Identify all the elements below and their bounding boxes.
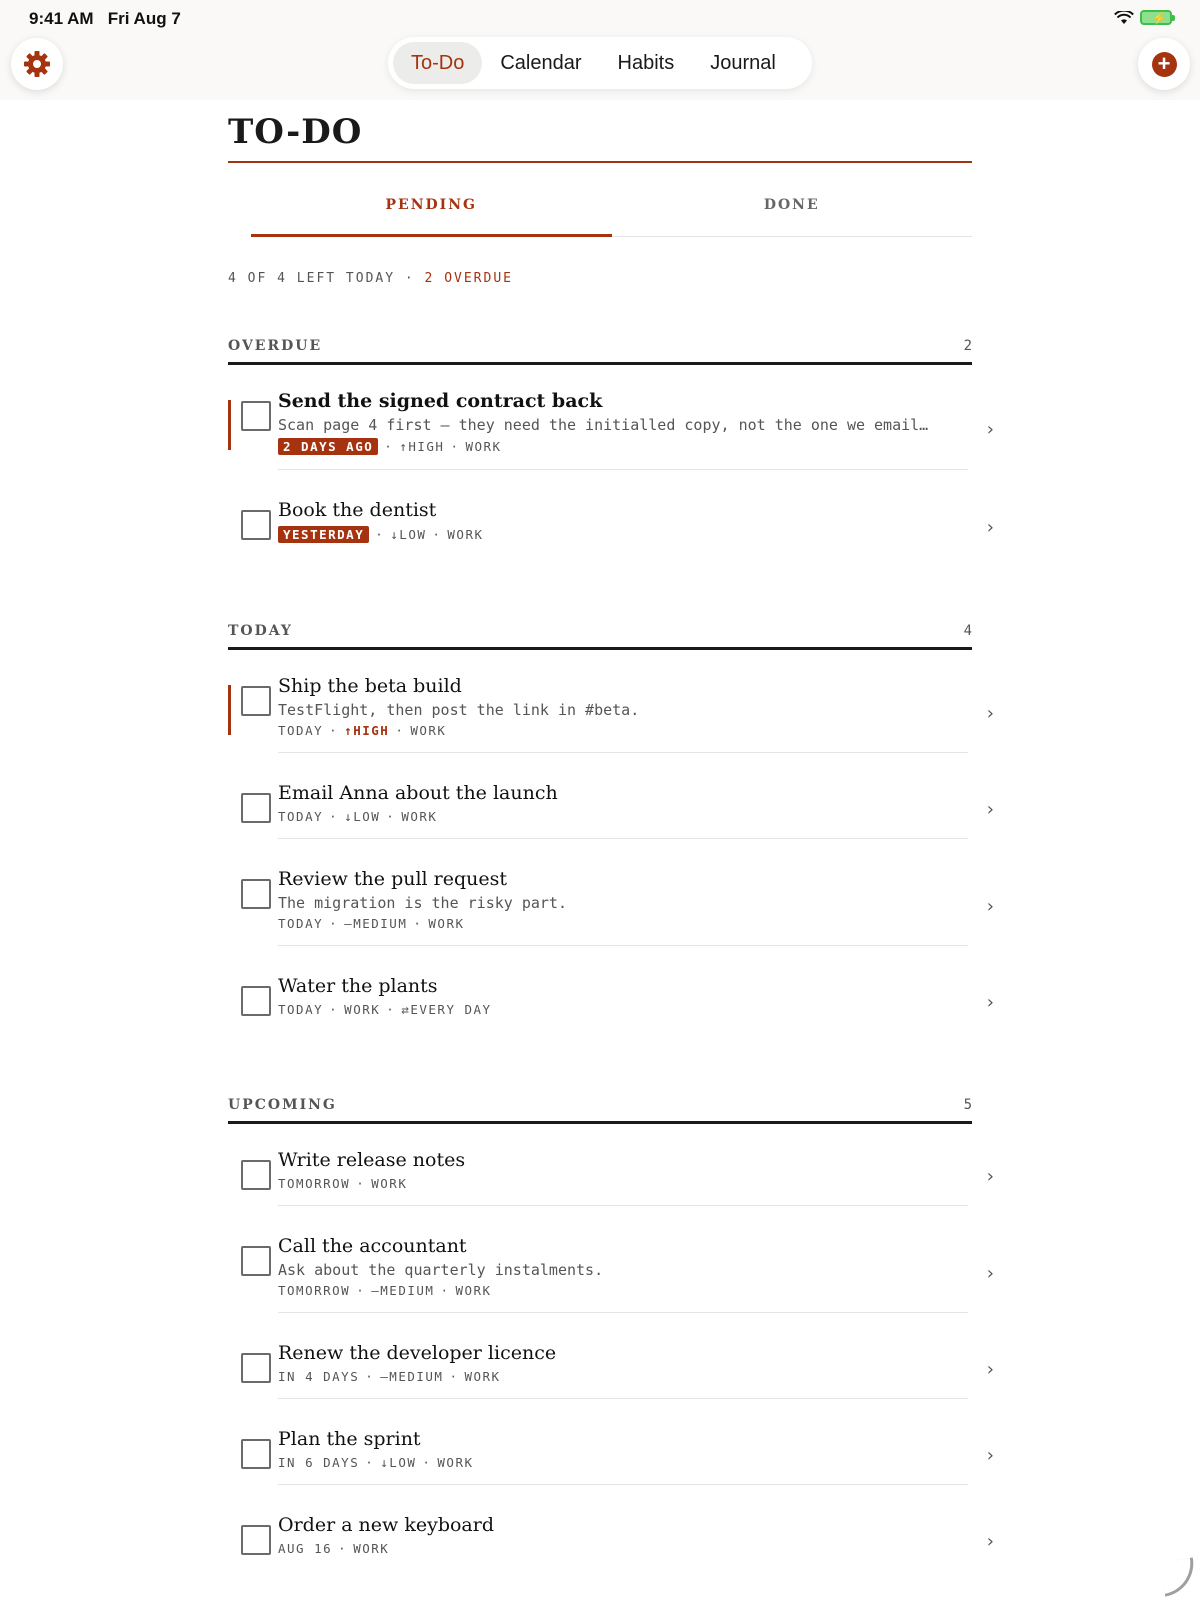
meta-separator: · — [338, 1541, 348, 1556]
task-row[interactable] — [228, 1134, 994, 1220]
task-row[interactable] — [228, 1220, 994, 1327]
meta-separator: · — [365, 1455, 375, 1470]
section-count: 4 — [963, 623, 972, 639]
meta-separator: · — [329, 723, 339, 738]
priority-label — [344, 723, 389, 738]
add-task-button[interactable] — [1138, 38, 1190, 90]
task-body — [278, 867, 968, 946]
task-meta — [278, 1369, 968, 1384]
task-checkbox[interactable] — [241, 1353, 271, 1383]
task-meta — [278, 438, 968, 455]
todo-content — [228, 100, 998, 1584]
meta-separator: · — [329, 916, 339, 931]
task-checkbox[interactable] — [241, 401, 271, 431]
task-title: Book the dentist — [278, 499, 437, 521]
priority-label — [371, 1283, 434, 1298]
chevron-right-icon: › — [986, 1166, 994, 1187]
task-list — [228, 1134, 994, 1584]
meta-separator: · — [449, 1369, 459, 1384]
meta-separator: · — [384, 439, 394, 454]
due-label: TODAY — [278, 916, 324, 931]
task-row[interactable] — [228, 1413, 994, 1499]
priority-label — [399, 439, 444, 454]
priority-flag — [228, 685, 231, 735]
section-title: UPCOMING — [228, 1097, 337, 1113]
nav-tab-todo[interactable]: To-Do — [393, 42, 482, 84]
meta-separator: · — [329, 1002, 339, 1017]
tag-label: WORK — [371, 1176, 408, 1191]
tag-label: WORK — [344, 1002, 381, 1017]
task-list — [228, 375, 994, 571]
section-overdue — [228, 338, 998, 571]
chevron-right-icon: › — [986, 1359, 994, 1380]
nav-tab-calendar[interactable]: Calendar — [500, 51, 582, 74]
tag-label: WORK — [401, 809, 438, 824]
section-count: 5 — [963, 1097, 972, 1113]
section-header — [228, 338, 972, 365]
status-tabs — [251, 191, 972, 237]
priority-label — [344, 916, 407, 931]
task-checkbox[interactable] — [241, 1525, 271, 1555]
chevron-right-icon: › — [986, 516, 994, 538]
page-title: TO-DO — [228, 112, 363, 152]
due-label: TODAY — [278, 809, 324, 824]
task-checkbox[interactable] — [241, 1246, 271, 1276]
task-title: Send the signed contract back — [278, 390, 603, 412]
meta-separator: · — [432, 527, 442, 542]
task-title: Order a new keyboard — [278, 1514, 495, 1536]
tag-label: WORK — [353, 1541, 390, 1556]
task-note: The migration is the risky part. — [278, 894, 567, 912]
meta-separator: · — [395, 723, 405, 738]
due-label: TOMORROW — [278, 1176, 351, 1191]
priority-text: LOW — [353, 809, 381, 824]
scroll-indicator — [1159, 1557, 1198, 1596]
task-row[interactable] — [228, 1499, 994, 1584]
task-checkbox[interactable] — [241, 793, 271, 823]
task-checkbox[interactable] — [241, 510, 271, 540]
task-body — [278, 674, 968, 753]
priority-arrow-icon: ↓ — [390, 527, 400, 542]
title-rule — [228, 161, 972, 163]
section-header — [228, 623, 972, 650]
priority-arrow-icon: — — [344, 916, 354, 931]
task-row[interactable] — [228, 1327, 994, 1413]
task-row[interactable] — [228, 484, 994, 571]
task-title: Review the pull request — [278, 868, 508, 890]
status-icons — [1114, 10, 1172, 25]
task-meta — [278, 1541, 968, 1556]
task-note: Ask about the quarterly instalments. — [278, 1261, 604, 1279]
summary-overdue: 2 OVERDUE — [424, 271, 513, 286]
chevron-right-icon: › — [986, 1530, 994, 1552]
section-upcoming — [228, 1097, 998, 1584]
task-meta — [278, 916, 968, 931]
priority-label — [380, 1455, 416, 1470]
meta-separator: · — [356, 1176, 366, 1191]
priority-text: HIGH — [353, 723, 390, 738]
due-label: TODAY — [278, 723, 324, 738]
task-body — [278, 498, 968, 557]
main-nav — [388, 37, 812, 89]
meta-separator: · — [329, 809, 339, 824]
priority-arrow-icon: — — [380, 1369, 390, 1384]
meta-separator: · — [386, 1002, 396, 1017]
overdue-badge: 2 DAYS AGO — [278, 438, 378, 455]
status-time: 9:41 AM Fri Aug 7 — [29, 9, 181, 28]
task-title: Renew the developer licence — [278, 1342, 557, 1364]
task-meta — [278, 526, 968, 543]
tag-label: WORK — [428, 916, 465, 931]
task-meta — [278, 1176, 968, 1191]
summary-line — [228, 271, 998, 286]
meta-separator: · — [422, 1455, 432, 1470]
priority-text: MEDIUM — [380, 1283, 435, 1298]
task-row[interactable] — [228, 660, 994, 767]
task-title: Water the plants — [278, 975, 438, 997]
task-body — [278, 1513, 968, 1570]
repeat-text: EVERY DAY — [410, 1002, 492, 1017]
meta-separator: · — [375, 527, 385, 542]
task-checkbox[interactable] — [241, 879, 271, 909]
chevron-right-icon: › — [986, 418, 994, 440]
summary-left: 4 OF 4 LEFT TODAY · — [228, 271, 415, 286]
chevron-right-icon: › — [986, 1262, 994, 1284]
task-note: Scan page 4 first — they need the initialled copy, not the one we email… — [278, 416, 929, 434]
priority-arrow-icon: — — [371, 1283, 381, 1298]
chevron-right-icon: › — [986, 991, 994, 1013]
section-title: TODAY — [228, 623, 293, 639]
meta-separator: · — [386, 809, 396, 824]
tag-label: WORK — [410, 723, 447, 738]
wifi-icon — [1114, 11, 1134, 25]
due-label: AUG 16 — [278, 1541, 333, 1556]
task-body — [278, 781, 968, 839]
repeat-label — [401, 1002, 491, 1017]
task-body — [278, 1427, 968, 1485]
chevron-right-icon: › — [986, 799, 994, 820]
task-title: Call the accountant — [278, 1235, 467, 1257]
priority-flag — [228, 400, 231, 450]
priority-label — [390, 527, 426, 542]
priority-text: MEDIUM — [353, 916, 408, 931]
settings-button[interactable] — [11, 38, 63, 90]
section-title: OVERDUE — [228, 338, 323, 354]
task-list — [228, 660, 994, 1045]
task-row[interactable] — [228, 767, 994, 853]
tag-label: WORK — [447, 527, 484, 542]
priority-text: MEDIUM — [389, 1369, 444, 1384]
due-label: TODAY — [278, 1002, 324, 1017]
meta-separator: · — [440, 1283, 450, 1298]
tab-done[interactable]: DONE — [763, 197, 820, 213]
due-label: IN 4 DAYS — [278, 1369, 360, 1384]
task-title: Plan the sprint — [278, 1428, 421, 1450]
meta-separator: · — [356, 1283, 366, 1298]
task-checkbox[interactable] — [241, 686, 271, 716]
task-body — [278, 974, 968, 1031]
task-title: Write release notes — [278, 1149, 466, 1171]
task-title: Email Anna about the launch — [278, 782, 558, 804]
due-label: IN 6 DAYS — [278, 1455, 360, 1470]
repeat-icon: ⇄ — [401, 1002, 411, 1017]
meta-separator: · — [413, 916, 423, 931]
chevron-right-icon: › — [986, 1445, 994, 1466]
task-sections — [228, 338, 998, 1584]
priority-text: HIGH — [408, 439, 445, 454]
priority-arrow-icon: ↑ — [344, 723, 354, 738]
section-today — [228, 623, 998, 1045]
priority-arrow-icon: ↓ — [344, 809, 354, 824]
section-header — [228, 1097, 972, 1124]
task-row[interactable] — [228, 960, 994, 1045]
task-meta — [278, 809, 968, 824]
priority-label — [380, 1369, 443, 1384]
task-meta — [278, 1455, 968, 1470]
nav-tab-habits[interactable]: Habits — [617, 51, 675, 74]
task-checkbox[interactable] — [241, 1439, 271, 1469]
chevron-right-icon: › — [986, 895, 994, 917]
task-meta — [278, 1002, 968, 1017]
task-meta — [278, 723, 968, 738]
tag-label: WORK — [465, 439, 502, 454]
plus-circle-icon: + — [1152, 52, 1177, 77]
overdue-badge: YESTERDAY — [278, 526, 369, 543]
priority-arrow-icon: ↑ — [399, 439, 409, 454]
task-checkbox[interactable] — [241, 1160, 271, 1190]
task-checkbox[interactable] — [241, 986, 271, 1016]
task-meta — [278, 1283, 968, 1298]
task-note: TestFlight, then post the link in #beta. — [278, 701, 640, 719]
meta-separator: · — [365, 1369, 375, 1384]
task-body — [278, 1234, 968, 1313]
priority-label — [344, 809, 380, 824]
due-label: TOMORROW — [278, 1283, 351, 1298]
task-body — [278, 389, 968, 470]
battery-icon: ⚡ — [1140, 10, 1172, 25]
tab-pending[interactable]: PENDING — [251, 191, 612, 236]
priority-text: LOW — [389, 1455, 417, 1470]
priority-text: LOW — [399, 527, 427, 542]
section-count: 2 — [963, 338, 972, 354]
task-title: Ship the beta build — [278, 675, 462, 697]
tag-label: WORK — [437, 1455, 474, 1470]
priority-arrow-icon: ↓ — [380, 1455, 390, 1470]
chevron-right-icon: › — [986, 702, 994, 724]
nav-tab-journal[interactable]: Journal — [710, 51, 776, 74]
task-row[interactable] — [228, 853, 994, 960]
task-body — [278, 1148, 968, 1206]
gear-icon — [23, 50, 51, 78]
task-row[interactable] — [228, 375, 994, 484]
tag-label: WORK — [455, 1283, 492, 1298]
meta-separator: · — [450, 439, 460, 454]
top-bar — [0, 0, 1200, 100]
task-body — [278, 1341, 968, 1399]
tag-label: WORK — [464, 1369, 501, 1384]
